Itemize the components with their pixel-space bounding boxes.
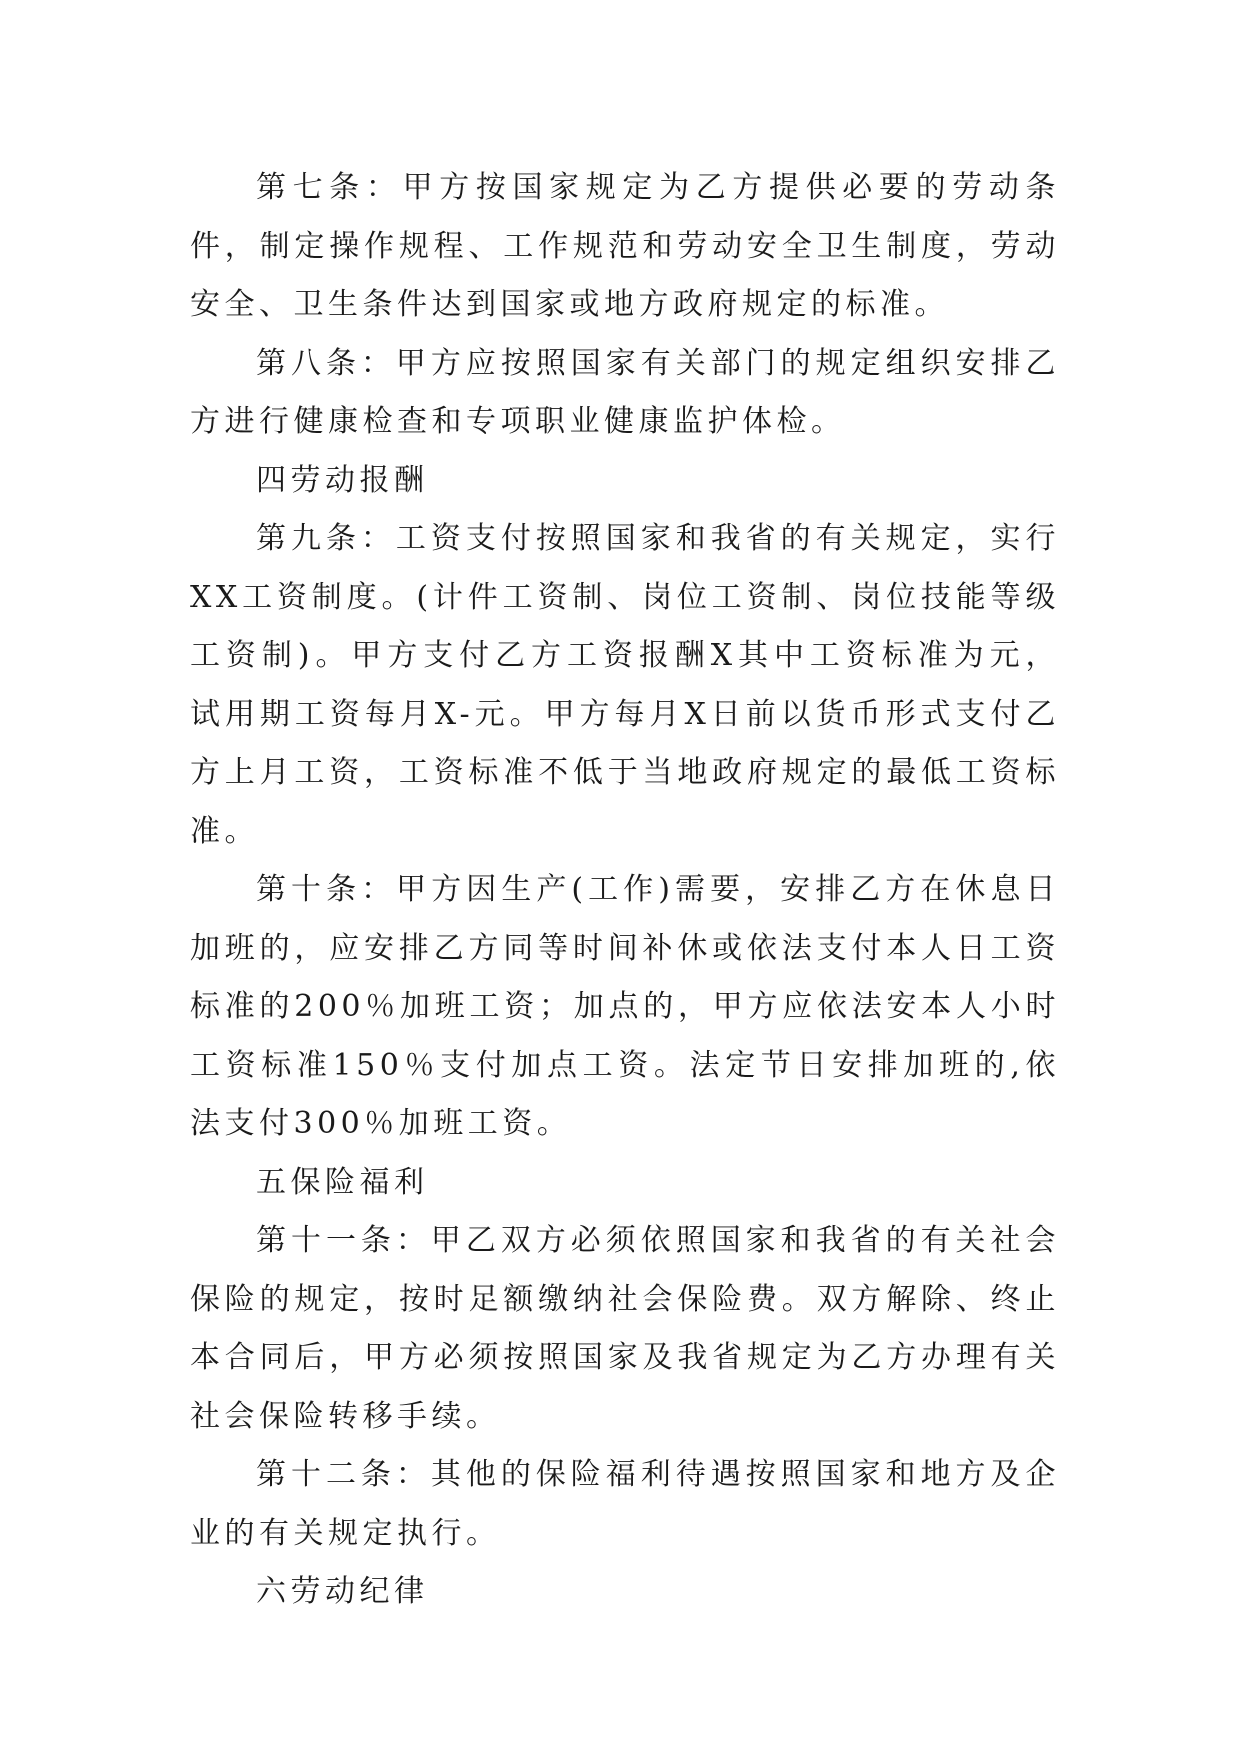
- section-heading-labor-discipline: 六劳动纪律: [256, 1574, 429, 1609]
- article-10-paragraph: 第十条：甲方因生产(工作)需要，安排乙方在休息日加班的，应安排乙方同等时间补休或依法支付本人日工资标准的200％加班工资；加点的，甲方应依法安本人小时工资标准150％支付加点工资。法定节日安排加班的,依法支付300％加班工资。: [190, 872, 1060, 1141]
- document-body: [190, 159, 1060, 1622]
- article-9-paragraph: 第九条：工资支付按照国家和我省的有关规定，实行XX工资制度。(计件工资制、岗位工资制、岗位技能等级工资制)。甲方支付乙方工资报酬X其中工资标准为元，试用期工资每月X-元。甲方每月X日前以货币形式支付乙方上月工资，工资标准不低于当地政府规定的最低工资标准。: [190, 521, 1060, 849]
- article-8-paragraph: 第八条：甲方应按照国家有关部门的规定组织安排乙方进行健康检查和专项职业健康监护体检。: [190, 345, 1060, 439]
- section-heading-insurance-welfare: 五保险福利: [256, 1164, 429, 1200]
- article-12-paragraph: 第十二条：其他的保险福利待遇按照国家和地方及企业的有关规定执行。: [190, 1457, 1060, 1551]
- article-11-paragraph: 第十一条：甲乙双方必须依照国家和我省的有关社会保险的规定，按时足额缴纳社会保险费。双方解除、终止本合同后，甲方必须按照国家及我省规定为乙方办理有关社会保险转移手续。: [190, 1223, 1060, 1434]
- article-7-paragraph: 第七条：甲方按国家规定为乙方提供必要的劳动条件，制定操作规程、工作规范和劳动安全卫生制度，劳动安全、卫生条件达到国家或地方政府规定的标准。: [190, 170, 1060, 322]
- section-heading-labor-remuneration: 四劳动报酬: [256, 462, 429, 498]
